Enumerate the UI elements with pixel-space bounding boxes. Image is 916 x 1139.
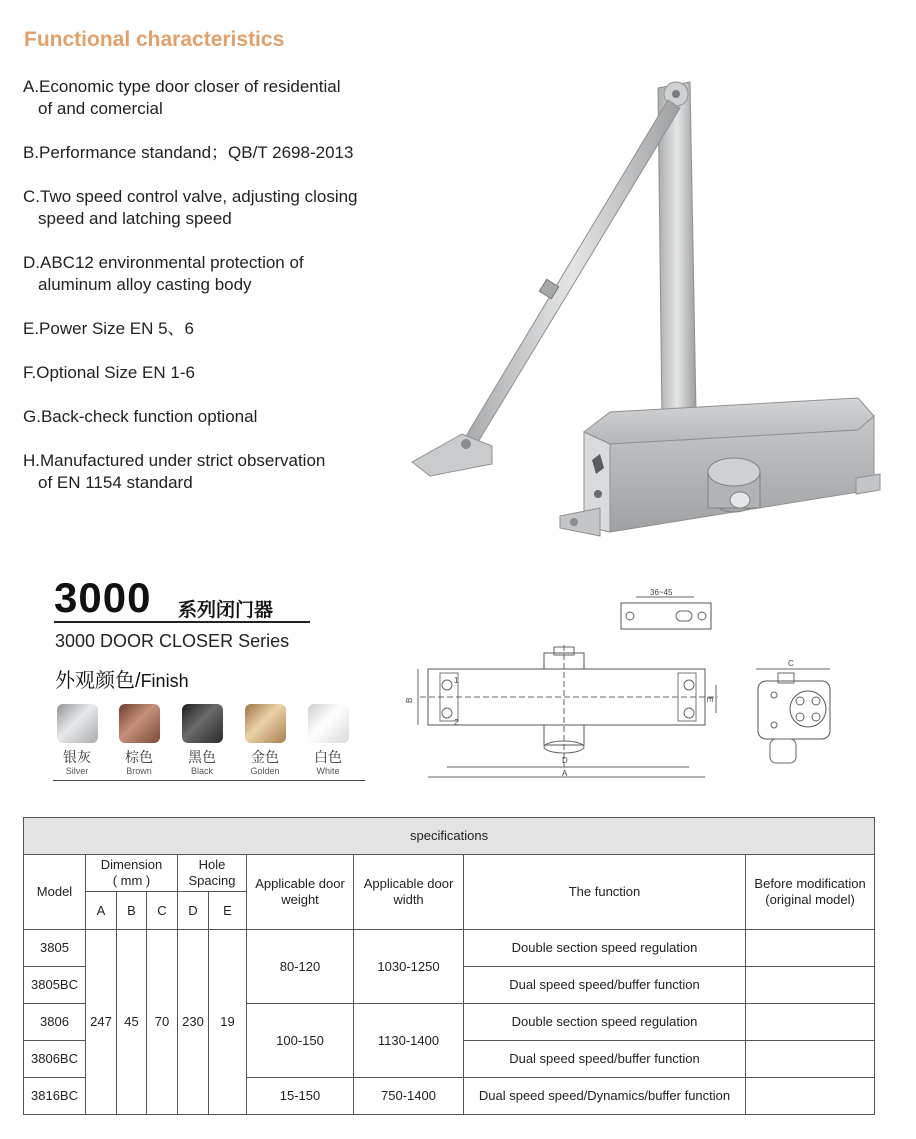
cell-weight: 15-150 xyxy=(247,1078,354,1115)
cell-b: 45 xyxy=(117,930,147,1115)
swatch-en-label: Golden xyxy=(250,766,280,776)
table-title: specifications xyxy=(24,818,875,855)
swatch-cn-label: 银灰 xyxy=(63,749,91,765)
swatch-en-label: Silver xyxy=(65,766,89,776)
cell-function: Dual speed speed/buffer function xyxy=(464,967,746,1004)
cell-function: Dual speed speed/Dynamics/buffer function xyxy=(464,1078,746,1115)
cell-before xyxy=(746,1004,875,1041)
cell-model: 3805BC xyxy=(24,967,86,1004)
hole-1-label: 1 xyxy=(454,676,459,685)
finish-label: 外观颜色/Finish xyxy=(55,670,189,692)
cell-function: Dual speed speed/buffer function xyxy=(464,1041,746,1078)
header-c: C xyxy=(147,892,178,930)
cell-c: 70 xyxy=(147,930,178,1115)
swatch-golden xyxy=(245,704,286,743)
swatch-cn-label: 金色 xyxy=(251,749,279,765)
feature-item: H.Manufactured under strict observation of EN 1154 standard xyxy=(23,451,326,492)
cell-weight: 100-150 xyxy=(247,1004,354,1078)
feature-item: F.Optional Size EN 1-6 xyxy=(23,363,195,382)
cell-model: 3806 xyxy=(24,1004,86,1041)
table-row xyxy=(24,930,875,967)
cell-d: 230 xyxy=(178,930,209,1115)
cell-model: 3806BC xyxy=(24,1041,86,1078)
specifications-table xyxy=(23,817,875,1115)
cell-width: 1030-1250 xyxy=(354,930,464,1004)
header-function: The function xyxy=(464,855,746,930)
cell-function: Double section speed regulation xyxy=(464,1004,746,1041)
dim-d-label: D xyxy=(562,756,568,765)
door-closer-product-image xyxy=(400,60,900,550)
feature-item: G.Back-check function optional xyxy=(23,407,258,426)
header-d: D xyxy=(178,892,209,930)
swatch-en-label: Brown xyxy=(126,766,152,776)
bracket-dimension-label: 36~45 xyxy=(650,588,673,597)
swatch-cn-label: 黑色 xyxy=(188,749,216,765)
series-number: 3000 xyxy=(54,574,152,621)
series-chinese-name: 系列闭门器 xyxy=(178,600,274,621)
header-hole-spacing: Hole Spacing xyxy=(178,855,247,892)
header-b: B xyxy=(117,892,147,930)
header-a: A xyxy=(86,892,117,930)
header-width: Applicable door width xyxy=(354,855,464,930)
cell-width: 750-1400 xyxy=(354,1078,464,1115)
cell-function: Double section speed regulation xyxy=(464,930,746,967)
hole-2-label: 2 xyxy=(454,718,459,727)
cell-model: 3805 xyxy=(24,930,86,967)
dim-b-label: B xyxy=(405,697,414,703)
dim-a-label: A xyxy=(562,769,568,778)
swatch-white xyxy=(308,704,349,743)
cell-weight: 80-120 xyxy=(247,930,354,1004)
swatch-en-label: White xyxy=(316,766,340,776)
cell-model: 3816BC xyxy=(24,1078,86,1115)
feature-item: C.Two speed control valve, adjusting closing speed and latching speed xyxy=(23,187,358,228)
feature-list xyxy=(23,76,413,516)
cell-before xyxy=(746,1041,875,1078)
finish-divider xyxy=(53,780,365,781)
dim-c-label: C xyxy=(788,659,794,668)
series-english-name: 3000 DOOR CLOSER Series xyxy=(55,631,290,651)
header-model: Model xyxy=(24,855,86,930)
feature-item: D.ABC12 environmental protection of aluminum alloy casting body xyxy=(23,253,304,294)
series-underline xyxy=(54,621,310,623)
swatch-silver xyxy=(57,704,98,743)
swatch-cn-label: 白色 xyxy=(314,749,342,765)
feature-item: A.Economic type door closer of residential of and comercial xyxy=(23,77,341,118)
cell-before xyxy=(746,967,875,1004)
header-weight: Applicable door weight xyxy=(247,855,354,930)
dim-e-label: E xyxy=(705,697,714,703)
cell-width: 1130-1400 xyxy=(354,1004,464,1078)
cell-a: 247 xyxy=(86,930,117,1115)
swatch-cn-label: 棕色 xyxy=(125,749,153,765)
cell-before xyxy=(746,930,875,967)
page-heading: Functional characteristics xyxy=(24,28,285,51)
technical-drawing xyxy=(400,585,870,785)
swatch-en-label: Black xyxy=(190,766,213,776)
feature-item: E.Power Size EN 5、6 xyxy=(23,319,195,338)
swatch-black xyxy=(182,704,223,743)
cell-e: 19 xyxy=(209,930,247,1115)
header-dimension: Dimension ( mm ) xyxy=(86,855,178,892)
cell-before xyxy=(746,1078,875,1115)
swatch-brown xyxy=(119,704,160,743)
feature-item: B.Performance standand；QB/T 2698-2013 xyxy=(23,143,354,162)
header-before-modification: Before modification (original model) xyxy=(746,855,875,930)
header-e: E xyxy=(209,892,247,930)
